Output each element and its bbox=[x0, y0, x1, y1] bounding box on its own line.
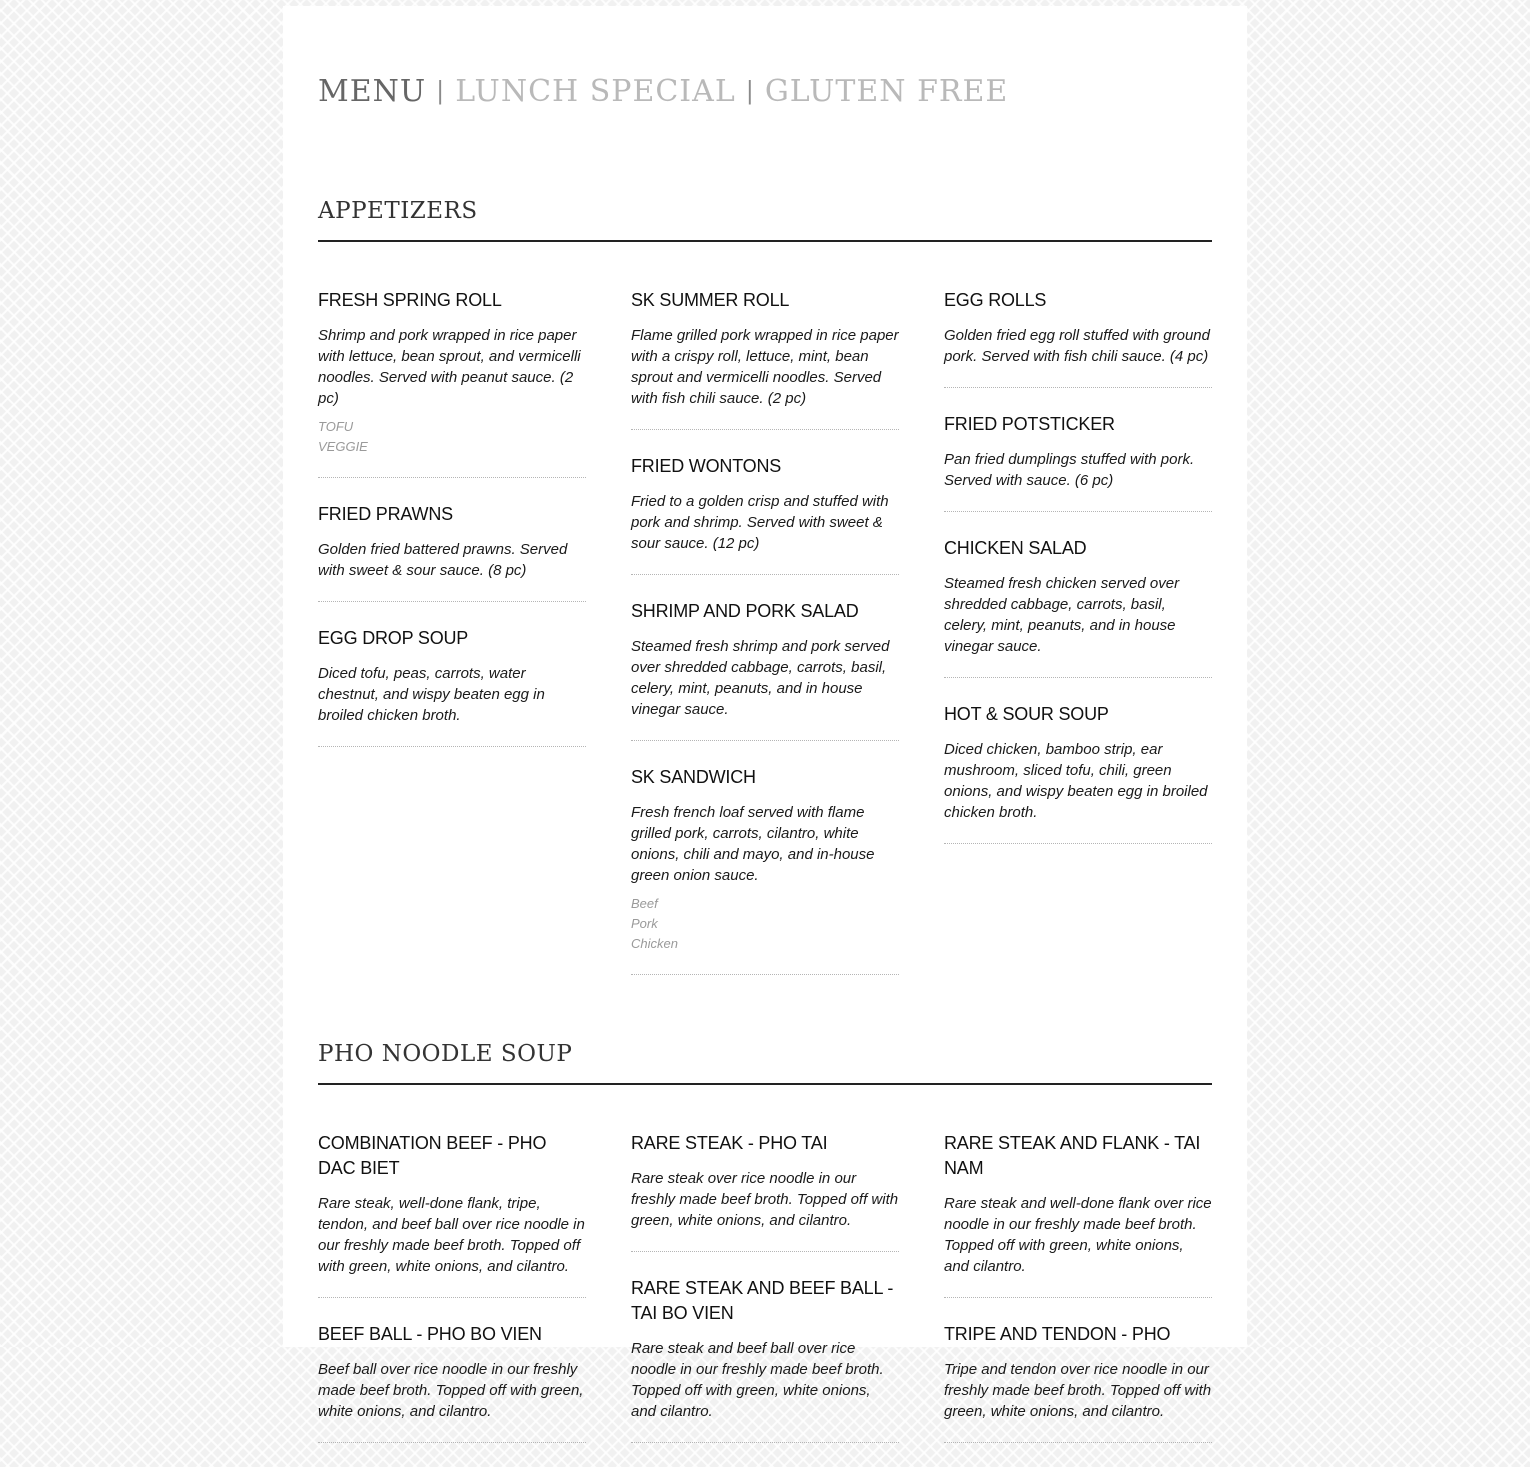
item-option: VEGGIE bbox=[318, 439, 368, 454]
menu-column bbox=[944, 1131, 1212, 1467]
item-description: Fried to a golden crisp and stuffed with pork and shrimp. Served with sweet & sour sauce. (12 pc) bbox=[631, 493, 889, 552]
item-description: Golden fried battered prawns. Served with sweet & sour sauce. (8 pc) bbox=[318, 541, 568, 579]
menu-item bbox=[631, 454, 899, 575]
menu-item bbox=[318, 502, 586, 602]
menu-item bbox=[318, 626, 586, 747]
menu-tabs bbox=[318, 71, 1008, 112]
menu-item bbox=[631, 765, 899, 975]
tab-lunch-special[interactable]: LUNCH SPECIAL bbox=[455, 74, 736, 109]
item-name: BEEF BALL - PHO BO VIEN bbox=[318, 1324, 542, 1344]
tab-menu[interactable]: MENU bbox=[318, 74, 427, 109]
item-description: Pan fried dumplings stuffed with pork. Served with sauce. (6 pc) bbox=[944, 451, 1195, 489]
item-description: Steamed fresh chicken served over shredded cabbage, carrots, basil, celery, mint, peanuts, and in house vinegar sauce. bbox=[944, 575, 1180, 655]
menu-columns bbox=[318, 1131, 1212, 1420]
item-description: Flame grilled pork wrapped in rice paper with a crispy roll, lettuce, mint, bean sprout and vermicelli noodles. Served with fish chili sauce. (2 pc) bbox=[631, 327, 899, 407]
tab-separator: | bbox=[436, 77, 446, 105]
menu-item bbox=[944, 1131, 1212, 1298]
menu-column bbox=[318, 1131, 586, 1467]
menu-item bbox=[318, 1131, 586, 1298]
item-description: Rare steak over rice noodle in our freshly made beef broth. Topped off with green, white onions, and cilantro. bbox=[631, 1170, 899, 1229]
menu-item bbox=[318, 288, 586, 478]
item-name: CHICKEN SALAD bbox=[944, 538, 1087, 558]
item-name: RARE STEAK AND BEEF BALL - TAI BO VIEN bbox=[631, 1278, 894, 1323]
item-name: FRESH SPRING ROLL bbox=[318, 290, 502, 310]
item-description: Rare steak, well-done flank, tripe, tendon, and beef ball over rice noodle in our freshly made beef broth. Topped off with green, white onions, and cilantro. bbox=[318, 1195, 585, 1275]
section-pho-noodle-soup bbox=[318, 1039, 1212, 1420]
item-description: Rare steak and well-done flank over rice noodle in our freshly made beef broth. Topped off with green, white onions, and cilantro. bbox=[944, 1195, 1212, 1275]
item-name: RARE STEAK AND FLANK - TAI NAM bbox=[944, 1133, 1201, 1178]
menu-columns bbox=[318, 288, 1212, 951]
menu-column bbox=[318, 288, 586, 771]
item-name: EGG DROP SOUP bbox=[318, 628, 469, 648]
item-name: EGG ROLLS bbox=[944, 290, 1047, 310]
item-name: RARE STEAK - PHO TAI bbox=[631, 1133, 828, 1153]
menu-item bbox=[944, 536, 1212, 678]
item-name: FRIED WONTONS bbox=[631, 456, 782, 476]
item-options bbox=[318, 417, 586, 457]
item-description: Fresh french loaf served with flame grilled pork, carrots, cilantro, white onions, chili and mayo, and in-house green onion sauce. bbox=[631, 804, 875, 884]
item-description: Golden fried egg roll stuffed with ground pork. Served with fish chili sauce. (4 pc) bbox=[944, 327, 1210, 365]
item-name: FRIED PRAWNS bbox=[318, 504, 453, 524]
item-name: COMBINATION BEEF - PHO DAC BIET bbox=[318, 1133, 547, 1178]
menu-item bbox=[631, 288, 899, 430]
menu-column bbox=[631, 288, 899, 999]
item-option: Chicken bbox=[631, 936, 678, 951]
item-description: Diced chicken, bamboo strip, ear mushroom, sliced tofu, chili, green onions, and wispy beaten egg in broiled chicken broth. bbox=[944, 741, 1208, 821]
item-name: HOT & SOUR SOUP bbox=[944, 704, 1109, 724]
item-name: FRIED POTSTICKER bbox=[944, 414, 1115, 434]
menu-item bbox=[631, 1276, 899, 1443]
item-description: Tripe and tendon over rice noodle in our freshly made beef broth. Topped off with green, white onions, and cilantro. bbox=[944, 1361, 1212, 1420]
item-description: Rare steak and beef ball over rice noodle in our freshly made beef broth. Topped off with green, white onions, and cilantro. bbox=[631, 1340, 884, 1420]
menu-item bbox=[318, 1322, 586, 1443]
item-option: TOFU bbox=[318, 419, 354, 434]
menu-item bbox=[944, 288, 1212, 388]
menu-item bbox=[944, 1322, 1212, 1443]
item-description: Steamed fresh shrimp and pork served over shredded cabbage, carrots, basil, celery, mint, peanuts, and in house vinegar sauce. bbox=[631, 638, 890, 718]
menu-column bbox=[631, 1131, 899, 1467]
menu-item bbox=[944, 412, 1212, 512]
menu-item bbox=[944, 702, 1212, 844]
item-name: SK SANDWICH bbox=[631, 767, 756, 787]
menu-item bbox=[631, 599, 899, 741]
section-appetizers bbox=[318, 196, 1212, 951]
tab-separator: | bbox=[745, 77, 755, 105]
item-name: SHRIMP AND PORK SALAD bbox=[631, 601, 859, 621]
menu-column bbox=[944, 288, 1212, 868]
item-name: TRIPE AND TENDON - PHO bbox=[944, 1324, 1171, 1344]
menu-item bbox=[631, 1131, 899, 1252]
item-options bbox=[631, 894, 899, 954]
tab-gluten-free[interactable]: GLUTEN FREE bbox=[764, 74, 1009, 109]
item-name: SK SUMMER ROLL bbox=[631, 290, 790, 310]
menu-page bbox=[283, 6, 1247, 1420]
section-title: APPETIZERS bbox=[318, 196, 1212, 242]
item-description: Diced tofu, peas, carrots, water chestnut, and wispy beaten egg in broiled chicken broth. bbox=[318, 665, 545, 724]
item-description: Beef ball over rice noodle in our freshly made beef broth. Topped off with green, white onions, and cilantro. bbox=[318, 1361, 584, 1420]
item-description: Shrimp and pork wrapped in rice paper with lettuce, bean sprout, and vermicelli noodles. Served with peanut sauce. (2 pc) bbox=[318, 327, 581, 407]
section-title: PHO NOODLE SOUP bbox=[318, 1039, 1212, 1085]
item-option: Beef bbox=[631, 896, 658, 911]
item-option: Pork bbox=[631, 916, 658, 931]
